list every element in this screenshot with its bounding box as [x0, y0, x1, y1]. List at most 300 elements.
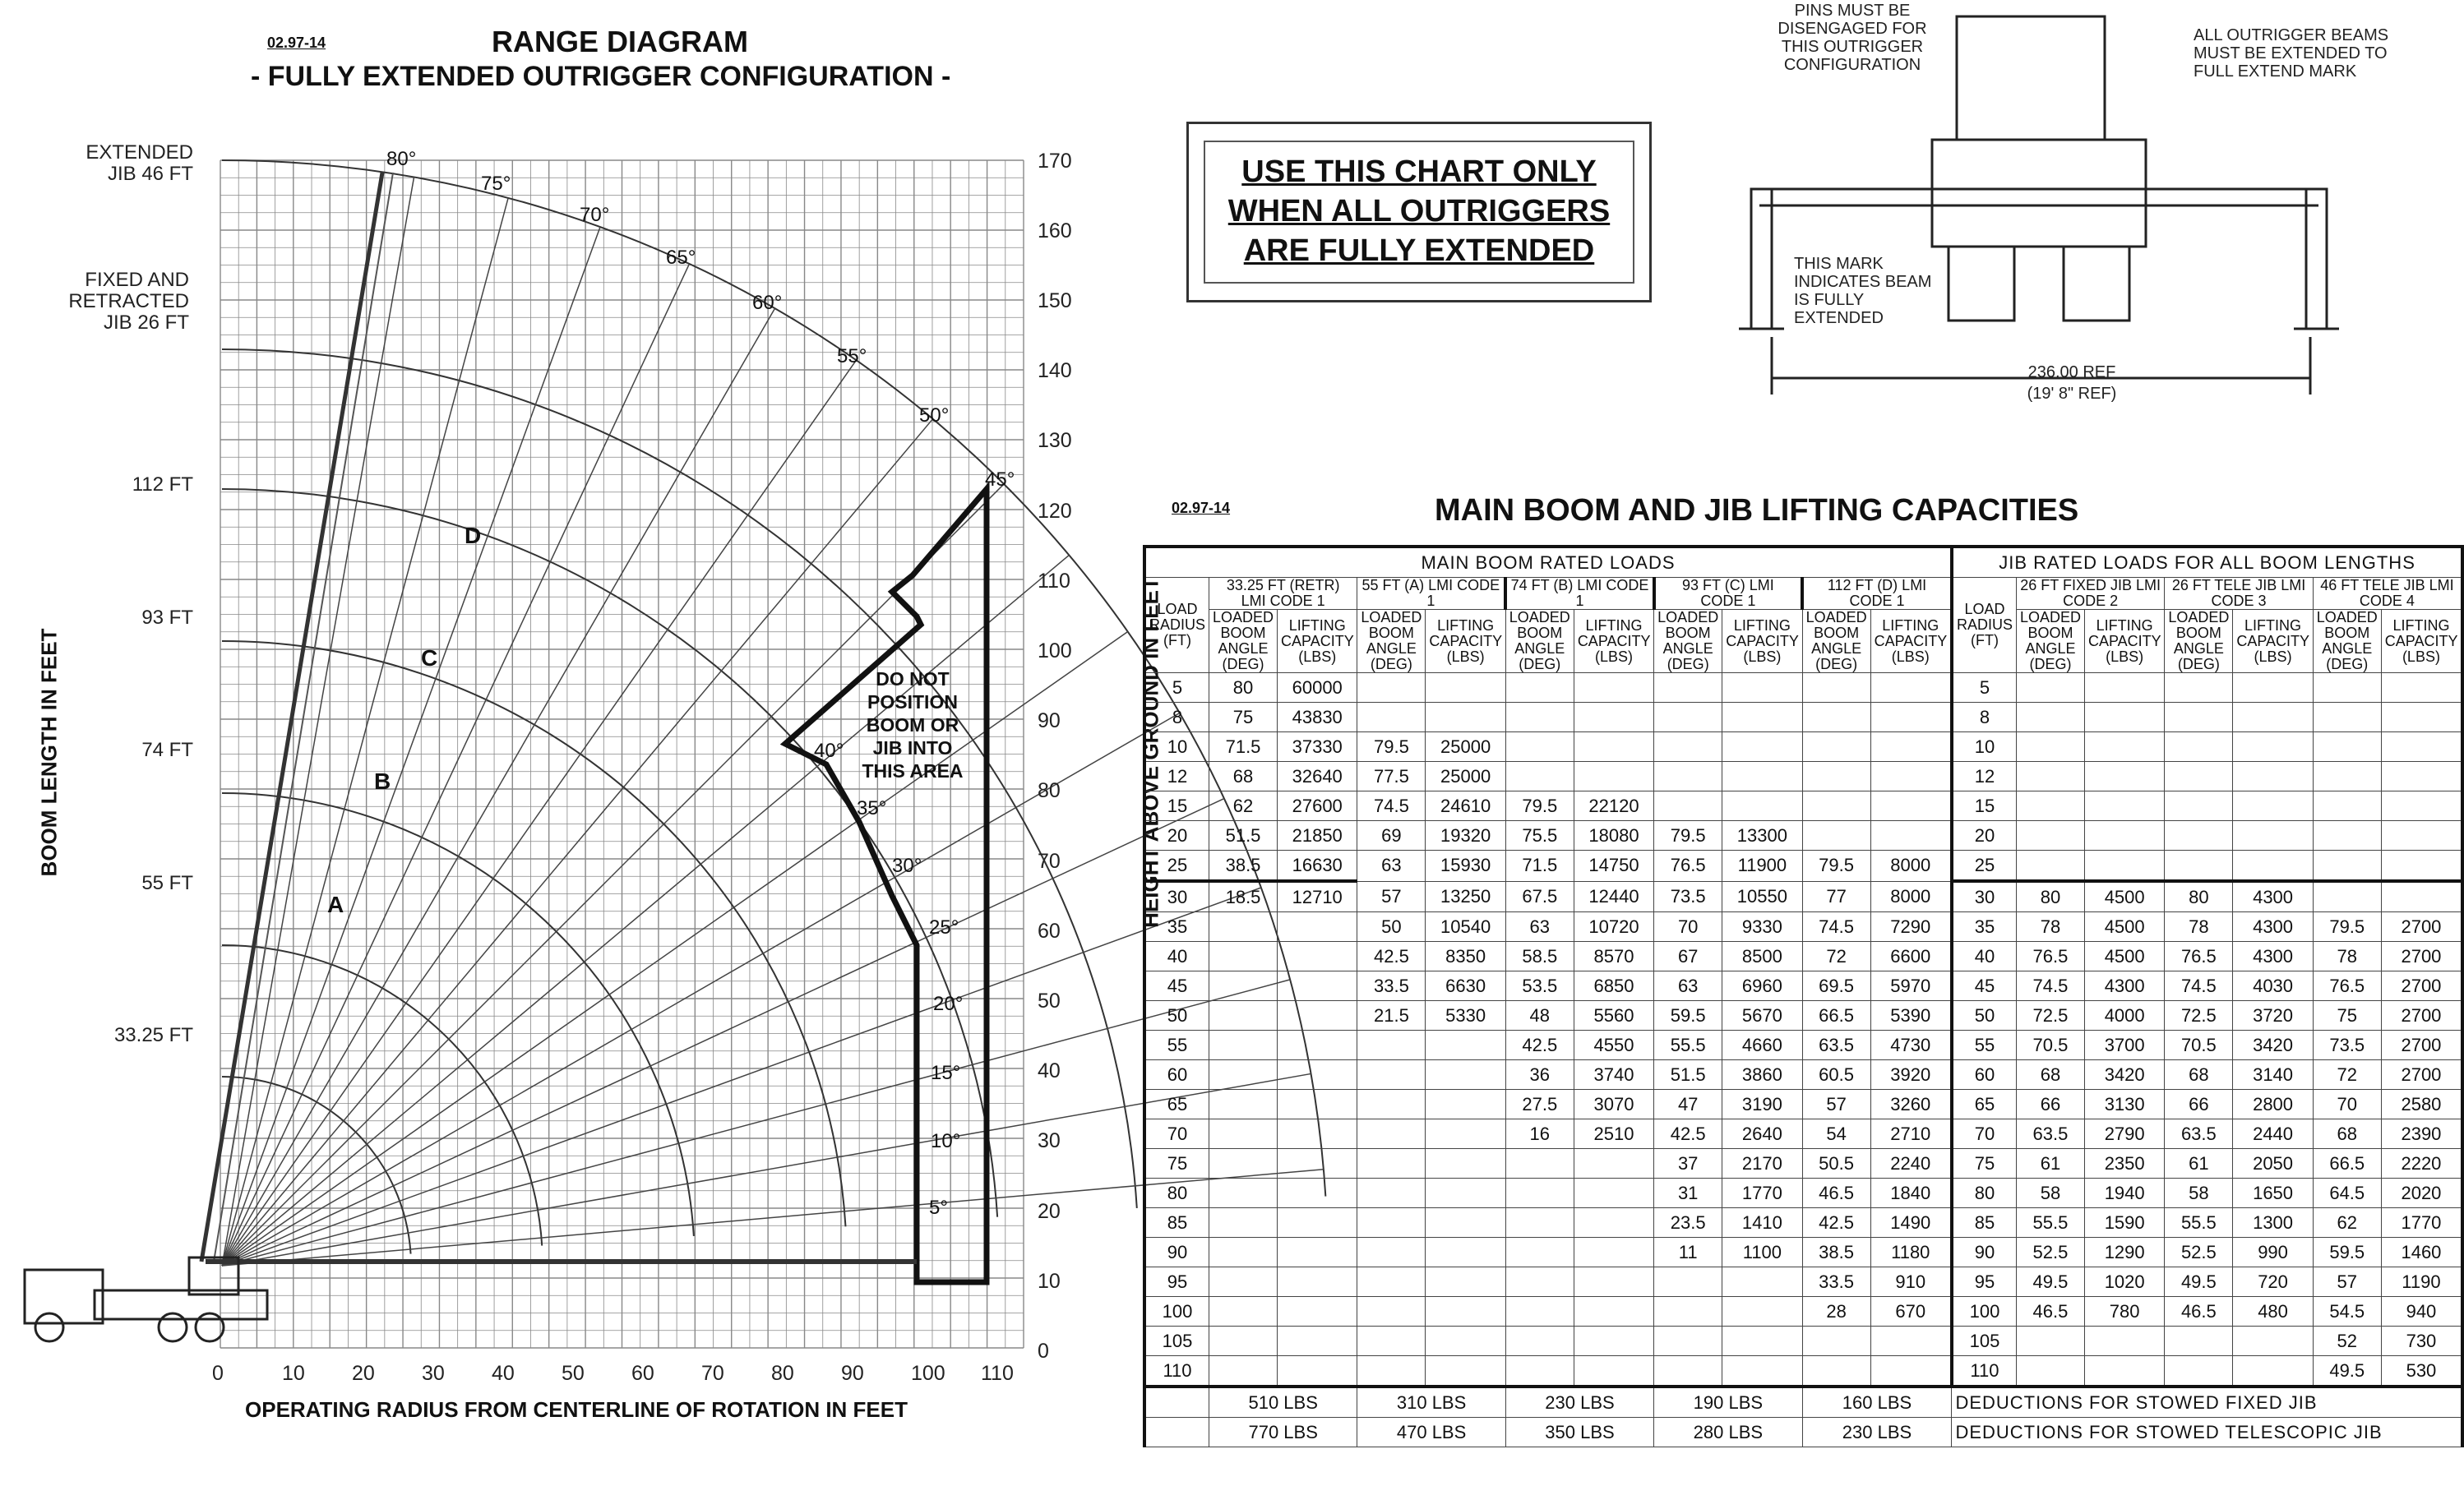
table-cell [1574, 1208, 1653, 1238]
table-cell: 1290 [2084, 1238, 2164, 1267]
do-not-line: JIB INTO [872, 737, 953, 759]
angle-ray [222, 227, 600, 1266]
table-cell: 21.5 [1357, 1001, 1426, 1031]
table-cell: 79.5 [1357, 732, 1426, 762]
table-cell: 2700 [2381, 912, 2462, 942]
y-tick: 150 [1038, 289, 1072, 312]
table-cell: 42.5 [1357, 942, 1426, 971]
table-cell: 85 [1144, 1208, 1209, 1238]
boom-letter-c: C [421, 645, 438, 671]
table-cell [1505, 703, 1574, 732]
y-tick: 20 [1038, 1199, 1061, 1223]
table-cell [1357, 1060, 1426, 1090]
table-cell: 990 [2233, 1238, 2313, 1267]
table-cell [1722, 762, 1802, 791]
table-cell [1802, 1356, 1870, 1387]
table-cell [1357, 1327, 1426, 1356]
angle-col-header: LOADED BOOM ANGLE (DEG) [2313, 610, 2381, 673]
table-cell [2016, 673, 2084, 703]
table-cell [1144, 1418, 1209, 1447]
angle-label: 45° [985, 468, 1015, 491]
table-row [1144, 821, 2462, 851]
table-cell [1802, 791, 1870, 821]
table-cell: 35 [1952, 912, 2017, 942]
table-cell: 2700 [2381, 1031, 2462, 1060]
table-cell: 11 [1654, 1238, 1722, 1267]
angle-label: 10° [931, 1130, 961, 1152]
angle-col-header: LOADED BOOM ANGLE (DEG) [1357, 610, 1426, 673]
table-row [1144, 1179, 2462, 1208]
table-cell: 60 [1952, 1060, 2017, 1090]
notice-line-3: ARE FULLY EXTENDED [1243, 233, 1595, 268]
table-cell: 68 [1209, 762, 1278, 791]
table-cell: 10550 [1722, 881, 1802, 912]
table-cell [1505, 1179, 1574, 1208]
table-cell [1802, 762, 1870, 791]
table-cell: 40 [1952, 942, 2017, 971]
table-cell [1278, 1327, 1357, 1356]
table-row [1144, 942, 2462, 971]
table-cell: 45 [1952, 971, 2017, 1001]
table-cell [1426, 1297, 1505, 1327]
table-cell: 27600 [1278, 791, 1357, 821]
boom-label-jib46: EXTENDED JIB 46 FT [86, 141, 193, 185]
table-cell [1209, 1031, 1278, 1060]
table-cell [1357, 1179, 1426, 1208]
table-cell [2381, 881, 2462, 912]
boom-label-33: 33.25 FT [113, 1024, 193, 1046]
boom-arc [222, 489, 997, 1217]
table-cell [1574, 1267, 1653, 1297]
angle-ray [222, 799, 1224, 1266]
table-cell: 4550 [1574, 1031, 1653, 1060]
table-cell: 36 [1505, 1060, 1574, 1090]
table-cell [2313, 791, 2381, 821]
table-cell [1802, 732, 1870, 762]
table-cell: 75 [1952, 1149, 2017, 1179]
table-row [1144, 1356, 2462, 1387]
table-cell [1357, 1119, 1426, 1149]
table-cell: 15 [1952, 791, 2017, 821]
table-cell: 63.5 [2016, 1119, 2084, 1149]
table-cell: 4730 [1870, 1031, 1952, 1060]
boom-label-93: 93 FT [141, 607, 193, 629]
y-tick: 170 [1038, 149, 1072, 173]
table-cell [1870, 703, 1952, 732]
table-cell [2084, 851, 2164, 882]
y-tick: 70 [1038, 849, 1061, 873]
deduction-value: 350 LBS [1505, 1418, 1653, 1447]
table-cell: 1590 [2084, 1208, 2164, 1238]
table-cell [1209, 1060, 1278, 1090]
table-cell: 3420 [2084, 1060, 2164, 1090]
angle-col-header: LOADED BOOM ANGLE (DEG) [1209, 610, 1278, 673]
table-cell: 47 [1654, 1090, 1722, 1119]
deduction-label: DEDUCTIONS FOR STOWED TELESCOPIC JIB [1952, 1418, 2462, 1447]
x-tick: 20 [352, 1362, 375, 1385]
table-cell: 105 [1952, 1327, 2017, 1356]
table-cell: 4030 [2233, 971, 2313, 1001]
table-cell: 75.5 [1505, 821, 1574, 851]
table-cell: 77 [1802, 881, 1870, 912]
table-cell: 54 [1802, 1119, 1870, 1149]
table-cell: 670 [1870, 1297, 1952, 1327]
angle-ray [222, 980, 1290, 1266]
table-cell: 1410 [1722, 1208, 1802, 1238]
y-tick: 0 [1038, 1340, 1049, 1363]
table-cell: 3420 [2233, 1031, 2313, 1060]
ref-dimension: 236.00 REF [2027, 363, 2116, 381]
table-cell [2313, 851, 2381, 882]
table-cell: 5560 [1574, 1001, 1653, 1031]
y-tick: 90 [1038, 709, 1061, 733]
table-cell: 19320 [1426, 821, 1505, 851]
table-cell [1357, 1238, 1426, 1267]
table-cell: 5970 [1870, 971, 1952, 1001]
table-cell [1505, 1208, 1574, 1238]
table-cell: 2790 [2084, 1119, 2164, 1149]
table-cell: 46.5 [2165, 1297, 2233, 1327]
table-cell: 10 [1952, 732, 2017, 762]
table-cell [2313, 703, 2381, 732]
table-cell: 70 [1144, 1119, 1209, 1149]
table-cell: 50 [1952, 1001, 2017, 1031]
table-cell: 110 [1952, 1356, 2017, 1387]
deduction-label: DEDUCTIONS FOR STOWED FIXED JIB [1952, 1387, 2462, 1418]
table-cell: 65 [1144, 1090, 1209, 1119]
table-cell: 45 [1144, 971, 1209, 1001]
x-tick: 50 [562, 1362, 585, 1385]
table-cell [1278, 1031, 1357, 1060]
table-cell [1426, 673, 1505, 703]
table-cell: 6850 [1574, 971, 1653, 1001]
table-cell [2084, 673, 2164, 703]
y-tick: 50 [1038, 990, 1061, 1013]
table-cell [1505, 1356, 1574, 1387]
table-cell [1505, 1297, 1574, 1327]
table-cell: 67.5 [1505, 881, 1574, 912]
table-cell: 13250 [1426, 881, 1505, 912]
table-cell: 70 [1952, 1119, 2017, 1149]
table-cell: 20 [1952, 821, 2017, 851]
table-col-header [1144, 610, 2462, 673]
table-cell [1722, 1327, 1802, 1356]
table-cell [1574, 1356, 1653, 1387]
angle-label: 80° [386, 148, 417, 170]
table-cell: 75 [2313, 1001, 2381, 1031]
table-cell: 6630 [1426, 971, 1505, 1001]
table-cell [1426, 1208, 1505, 1238]
table-cell [2381, 791, 2462, 821]
x-tick: 30 [422, 1362, 445, 1385]
deduction-value: 470 LBS [1357, 1418, 1505, 1447]
table-cell: 74.5 [2165, 971, 2233, 1001]
table-group-header [1144, 547, 2462, 578]
table-cell: 7290 [1870, 912, 1952, 942]
table-cell: 79.5 [2313, 912, 2381, 942]
deduction-value: 230 LBS [1505, 1387, 1653, 1418]
y-tick: 130 [1038, 429, 1072, 453]
table-cell: 1940 [2084, 1179, 2164, 1208]
table-cell [2016, 821, 2084, 851]
table-cell: 1840 [1870, 1179, 1952, 1208]
table-cell: 12710 [1278, 881, 1357, 912]
table-cell [1278, 1356, 1357, 1387]
diagram-title: RANGE DIAGRAM [492, 25, 748, 58]
table-cell: 3140 [2233, 1060, 2313, 1090]
table-cell: 2020 [2381, 1179, 2462, 1208]
mark-note: THIS MARK INDICATES BEAM IS FULLY EXTENDED [1794, 255, 1932, 327]
table-cell [2165, 791, 2233, 821]
table-cell: 4660 [1722, 1031, 1802, 1060]
table-cell: 1460 [2381, 1238, 2462, 1267]
table-cell [2381, 732, 2462, 762]
table-cell: 16630 [1278, 851, 1357, 882]
table-cell [1802, 703, 1870, 732]
table-cell: 55 [1952, 1031, 2017, 1060]
boom-letter-a: A [327, 892, 344, 917]
table-cell [1357, 673, 1426, 703]
table-cell: 3190 [1722, 1090, 1802, 1119]
table-cell [1654, 703, 1722, 732]
table-cell [1357, 1090, 1426, 1119]
table-cell [1278, 1238, 1357, 1267]
y-tick: 10 [1038, 1269, 1061, 1293]
table-cell [1574, 1238, 1653, 1267]
capacity-col-header: LIFTING CAPACITY (LBS) [1278, 610, 1357, 673]
table-cell [2165, 703, 2233, 732]
table-cell: 21850 [1278, 821, 1357, 851]
table-cell [1654, 1267, 1722, 1297]
table-cell [1870, 762, 1952, 791]
table-cell: 18.5 [1209, 881, 1278, 912]
jib-header: 26 FT FIXED JIB LMI CODE 2 [2016, 578, 2164, 610]
table-cell: 52.5 [2016, 1238, 2084, 1267]
table-cell: 62 [2313, 1208, 2381, 1238]
table-cell: 20 [1144, 821, 1209, 851]
capacity-col-header: LIFTING CAPACITY (LBS) [2381, 610, 2462, 673]
angle-label: 55° [837, 345, 867, 367]
table-cell [1278, 1001, 1357, 1031]
table-cell [1209, 1208, 1278, 1238]
table-cell: 61 [2165, 1149, 2233, 1179]
boom-letter-b: B [374, 768, 391, 794]
capacity-col-header: LIFTING CAPACITY (LBS) [2084, 610, 2164, 673]
table-cell: 25000 [1426, 732, 1505, 762]
table-cell [1209, 1267, 1278, 1297]
table-cell: 2240 [1870, 1149, 1952, 1179]
x-tick: 10 [282, 1362, 305, 1385]
table-cell [1505, 1238, 1574, 1267]
table-cell: 57 [2313, 1267, 2381, 1297]
table-cell: 100 [1952, 1297, 2017, 1327]
x-tick: 100 [911, 1362, 945, 1385]
table-cell: 57 [1357, 881, 1426, 912]
capacity-col-header: LIFTING CAPACITY (LBS) [1574, 610, 1653, 673]
notice-inner-frame [1204, 141, 1634, 284]
table-cell [1278, 1208, 1357, 1238]
table-cell [1654, 1297, 1722, 1327]
table-cell: 73.5 [1654, 881, 1722, 912]
table-cell [2233, 703, 2313, 732]
table-cell: 1100 [1722, 1238, 1802, 1267]
table-cell: 100 [1144, 1297, 1209, 1327]
angle-label: 5° [929, 1197, 948, 1219]
table-cell [2233, 821, 2313, 851]
table-cell: 55 [1144, 1031, 1209, 1060]
table-cell: 95 [1144, 1267, 1209, 1297]
table-cell: 52.5 [2165, 1238, 2233, 1267]
table-cell: 70 [1654, 912, 1722, 942]
table-cell: 4300 [2084, 971, 2164, 1001]
table-cell [1278, 1179, 1357, 1208]
table-cell [2016, 762, 2084, 791]
table-cell [2084, 732, 2164, 762]
angle-ray [222, 264, 689, 1266]
table-cell: 70.5 [2016, 1031, 2084, 1060]
table-cell: 79.5 [1802, 851, 1870, 882]
angle-label: 70° [580, 204, 610, 226]
table-cell [1574, 673, 1653, 703]
table-cell: 15 [1144, 791, 1209, 821]
table-cell: 4000 [2084, 1001, 2164, 1031]
table-cell: 49.5 [2016, 1267, 2084, 1297]
table-cell: 23.5 [1654, 1208, 1722, 1238]
table-cell [1278, 942, 1357, 971]
table-cell: 780 [2084, 1297, 2164, 1327]
table-cell: 50.5 [1802, 1149, 1870, 1179]
table-cell: 80 [1952, 1179, 2017, 1208]
capacity-col-header: LIFTING CAPACITY (LBS) [2233, 610, 2313, 673]
table-row [1144, 1119, 2462, 1149]
table-cell [2165, 1356, 2233, 1387]
table-cell: 27.5 [1505, 1090, 1574, 1119]
table-cell: 69 [1357, 821, 1426, 851]
table-cell: 2050 [2233, 1149, 2313, 1179]
table-cell: 58 [2165, 1179, 2233, 1208]
y-tick: 80 [1038, 779, 1061, 803]
table-row [1144, 971, 2462, 1001]
table-row [1144, 1327, 2462, 1356]
boom-letter-d: D [465, 523, 482, 548]
truck-icon [25, 1258, 267, 1341]
table-cell [1357, 1267, 1426, 1297]
table-cell [1426, 1327, 1505, 1356]
diagram-code: 02.97-14 [267, 35, 326, 51]
x-tick: 70 [701, 1362, 724, 1385]
table-cell [1278, 1297, 1357, 1327]
angle-label: 75° [481, 173, 511, 195]
table-cell: 6960 [1722, 971, 1802, 1001]
table-cell: 10540 [1426, 912, 1505, 942]
table-cell: 59.5 [2313, 1238, 2381, 1267]
table-cell [2165, 673, 2233, 703]
x-tick: 90 [841, 1362, 864, 1385]
table-row [1144, 1297, 2462, 1327]
table-cell: 76.5 [2165, 942, 2233, 971]
table-cell: 60000 [1278, 673, 1357, 703]
table-cell [2233, 673, 2313, 703]
table-cell [2233, 851, 2313, 882]
table-cell [1654, 791, 1722, 821]
table-cell: 8350 [1426, 942, 1505, 971]
table-cell [2084, 1327, 2164, 1356]
table-cell: 60.5 [1802, 1060, 1870, 1090]
table-cell: 4300 [2233, 942, 2313, 971]
angle-label: 25° [929, 916, 959, 939]
table-cell: 85 [1952, 1208, 2017, 1238]
table-cell [1870, 1356, 1952, 1387]
table-cell: 5670 [1722, 1001, 1802, 1031]
table-cell: 8 [1144, 703, 1209, 732]
table-cell: 76.5 [1654, 851, 1722, 882]
table-cell [1209, 1238, 1278, 1267]
table-cell [1426, 1119, 1505, 1149]
table-cell: 80 [2165, 881, 2233, 912]
table-row [1144, 1238, 2462, 1267]
table-cell: 10 [1144, 732, 1209, 762]
table-cell: 5330 [1426, 1001, 1505, 1031]
table-cell [1209, 1001, 1278, 1031]
table-cell: 9330 [1722, 912, 1802, 942]
table-cell [1357, 703, 1426, 732]
table-cell: 78 [2165, 912, 2233, 942]
table-cell: 73.5 [2313, 1031, 2381, 1060]
table-cell: 1300 [2233, 1208, 2313, 1238]
table-cell: 53.5 [1505, 971, 1574, 1001]
table-cell: 8000 [1870, 881, 1952, 912]
table-cell [2381, 821, 2462, 851]
table-cell [2233, 1356, 2313, 1387]
table-cell: 1190 [2381, 1267, 2462, 1297]
table-boom-header [1144, 578, 2462, 610]
table-cell: 2390 [2381, 1119, 2462, 1149]
table-cell: 80 [1144, 1179, 1209, 1208]
table-cell: 54.5 [2313, 1297, 2381, 1327]
table-cell [1426, 1031, 1505, 1060]
table-cell: 3860 [1722, 1060, 1802, 1090]
table-cell [2381, 673, 2462, 703]
angle-col-header: LOADED BOOM ANGLE (DEG) [2016, 610, 2084, 673]
table-cell [1654, 673, 1722, 703]
table-cell: 1770 [1722, 1179, 1802, 1208]
table-cell: 76.5 [2313, 971, 2381, 1001]
table-cell [1505, 732, 1574, 762]
table-cell: 58.5 [1505, 942, 1574, 971]
table-cell: 66 [2016, 1090, 2084, 1119]
capacity-table-body [1144, 547, 2462, 1447]
angle-col-header: LOADED BOOM ANGLE (DEG) [1802, 610, 1870, 673]
table-row [1144, 673, 2462, 703]
table-cell: 69.5 [1802, 971, 1870, 1001]
table-cell: 70.5 [2165, 1031, 2233, 1060]
x-tick: 40 [492, 1362, 515, 1385]
table-cell [1505, 1327, 1574, 1356]
y-tick: 40 [1038, 1059, 1061, 1083]
table-cell [1505, 1149, 1574, 1179]
table-cell: 8000 [1870, 851, 1952, 882]
table-cell: 63.5 [2165, 1119, 2233, 1149]
table-cell: 79.5 [1505, 791, 1574, 821]
table-cell: 55.5 [2165, 1208, 2233, 1238]
pins-note: PINS MUST BE DISENGAGED FOR THIS OUTRIGGER CONFIGURATION [1778, 2, 1927, 74]
table-cell: 80 [2016, 881, 2084, 912]
deduction-value: 160 LBS [1802, 1387, 1952, 1418]
angle-ray [222, 713, 1180, 1267]
table-cell: 66.5 [2313, 1149, 2381, 1179]
table-cell: 31 [1654, 1179, 1722, 1208]
table-cell [2381, 851, 2462, 882]
